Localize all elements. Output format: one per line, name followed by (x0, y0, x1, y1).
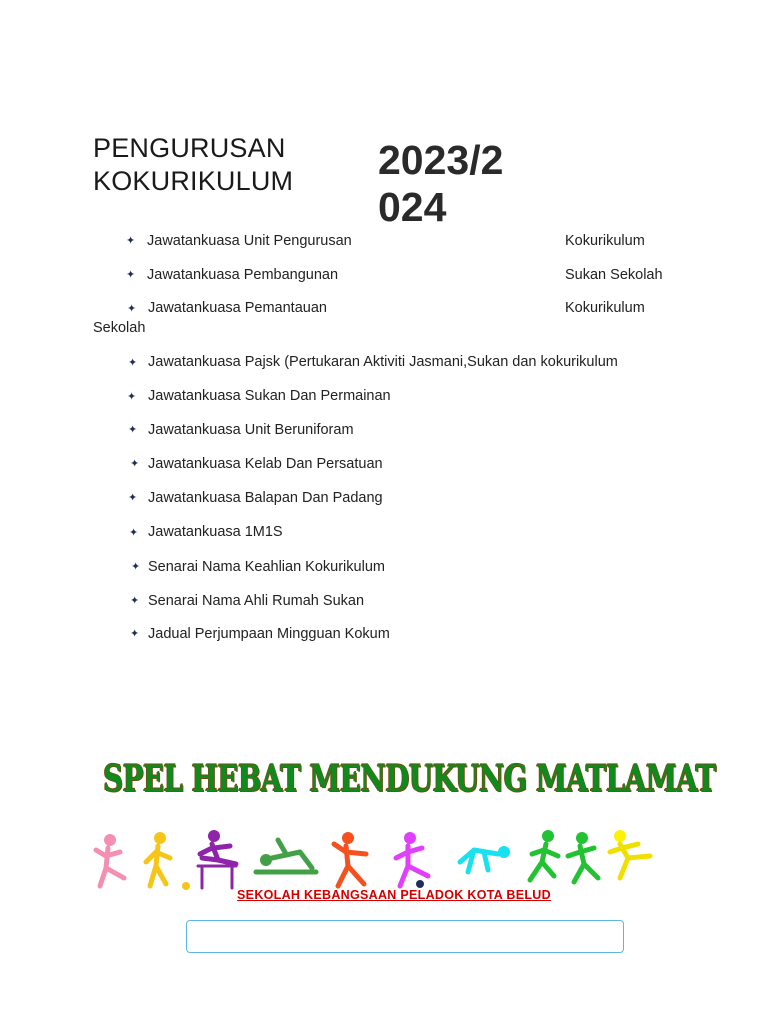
athlete-figure (610, 830, 650, 878)
athlete-figure (256, 840, 316, 872)
title-block (93, 132, 293, 198)
star-bullet-icon: ✦ (126, 269, 136, 281)
star-bullet-icon: ✦ (131, 561, 141, 573)
list-item[interactable]: Jawatankuasa Unit Beruniforam (148, 422, 354, 438)
list-item-wrap: Sekolah (93, 320, 146, 336)
list-item-right: Kokurikulum (565, 300, 645, 316)
year-line-1: 2023/2 (378, 137, 504, 183)
list-item[interactable]: Jawatankuasa Sukan Dan Permainan (148, 388, 391, 404)
list-item-right: Kokurikulum (565, 233, 645, 249)
list-item[interactable]: Senarai Nama Keahlian Kokurikulum (148, 559, 385, 575)
star-bullet-icon: ✦ (127, 303, 137, 315)
athlete-figure (146, 832, 190, 890)
slogan-banner: SPEL HEBAT MENDUKUNG MATLAMAT (103, 758, 716, 800)
star-bullet-icon: ✦ (128, 357, 138, 369)
list-item[interactable]: Jawatankuasa 1M1S (148, 524, 283, 540)
list-item[interactable]: Senarai Nama Ahli Rumah Sukan (148, 593, 365, 609)
star-bullet-icon: ✦ (130, 628, 140, 640)
list-item[interactable]: Jawatankuasa Unit Pengurusan (147, 233, 352, 249)
star-bullet-icon: ✦ (126, 235, 136, 247)
title-line-1: PENGURUSAN (93, 133, 286, 163)
star-bullet-icon: ✦ (130, 458, 140, 470)
athletes-silhouette-banner (90, 828, 665, 893)
star-bullet-icon: ✦ (128, 424, 138, 436)
athlete-figure (96, 834, 124, 886)
athlete-figure (460, 846, 510, 872)
star-bullet-icon: ✦ (128, 492, 138, 504)
athlete-figure (198, 830, 236, 888)
list-item[interactable]: Jawatankuasa Pajsk (Pertukaran Aktiviti Jasmani,Sukan dan kokurikulum (148, 354, 618, 370)
school-name[interactable]: SEKOLAH KEBANGSAAN PELADOK KOTA BELUD (237, 888, 551, 902)
star-bullet-icon: ✦ (127, 391, 137, 403)
list-item[interactable]: Jawatankuasa Pembangunan (147, 267, 339, 283)
title-line-2: KOKURIKULUM (93, 166, 294, 196)
list-item[interactable]: Jadual Perjumpaan Mingguan Kokum (148, 626, 390, 642)
list-item[interactable]: Jawatankuasa Pemantauan (148, 300, 327, 316)
athlete-figure (530, 830, 598, 882)
empty-text-box[interactable] (186, 920, 624, 953)
year-line-2: 024 (378, 184, 447, 230)
list-item[interactable]: Jawatankuasa Kelab Dan Persatuan (148, 456, 383, 472)
athlete-figure (334, 832, 366, 886)
list-item-right: Sukan Sekolah (565, 267, 663, 283)
star-bullet-icon: ✦ (130, 595, 140, 607)
athlete-figure (396, 832, 428, 888)
academic-year (378, 137, 538, 231)
star-bullet-icon: ✦ (129, 527, 139, 539)
list-item[interactable]: Jawatankuasa Balapan Dan Padang (148, 490, 383, 506)
